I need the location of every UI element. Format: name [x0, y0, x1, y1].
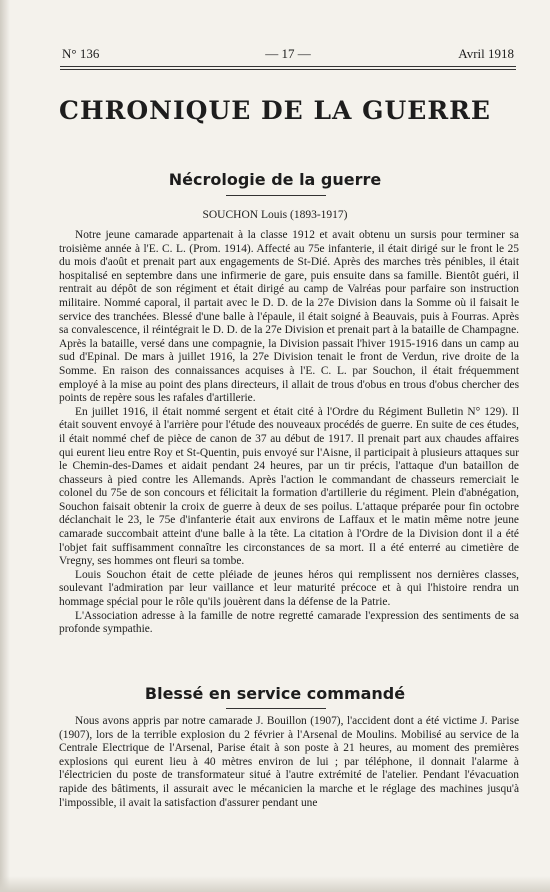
section-title-blesse: Blessé en service commandé	[144, 684, 406, 703]
paragraph: Nous avons appris par notre camarade J. Bouillon (1907), l'accident dont a été victime J. Parise (1907), lors de la terrible explosion du 2 février à l'Arsenal de Moulins. Mobilisé au service de la Centrale Electrique de l'Arsenal, Parise était à son poste à 21 heures, au moment des premières explosions qui eurent lieu à 40 mètres environ de lui ; par téléphone, il donnait l'alarme à l'électricien du poste de transformateur situé à l'autre extrémité de l'atelier. Pendant l'évacuation rapide des bâtiments, il assurait avec le mécanicien la marche et le réglage des machines jusqu'à l'impossible, il avait la satisfaction d'assurer pendant une	[59, 715, 519, 809]
section-title-necrologie: Nécrologie de la guerre	[168, 170, 382, 189]
page-number: — 17 —	[265, 46, 311, 61]
paragraph: Louis Souchon était de cette pléiade de jeunes héros qui remplissent nos dernières classes, soulevant l'admiration par leur vaillance et leur maturité précoce et à qui l'histoire rendra un hommage spécial pour le rôle qu'ils jouèrent dans la défense de la Patrie.	[59, 568, 519, 609]
section-rule	[226, 708, 326, 709]
paragraph: En juillet 1916, il était nommé sergent et était cité à l'Ordre du Régiment Bulletin N° 129). Il était souvent envoyé à l'arrière pour l'étude des nouveaux procédés de guerre. En suite de ces études, il était nommé chef de pièce de canon de 37 au début de 1917. Il prenait part aux chaudes affaires qui eurent lieu entre Roy et St-Quentin, puis envoyé sur l'Aisne, il participait à plusieurs attaques sur le Chemin-des-Dames et aidait pendant 24 heures, par un tir précis, l'attaque d'un bataillon de chasseurs à pied contre les Allemands. Après l'action le commandant de chasseurs remerciait le colonel du 75e de son concours et félicitait la formation d'artillerie du régiment. Plein d'abnégation, Souchon faisait obtenir la croix de guerre à deux de ses poilus. L'attaque préparée pour fin octobre déclanchait le 23, le 75e d'infanterie était aux environs de Laffaux et le matin même notre jeune camarade succombait atteint d'une balle à la tête. La citation à l'Ordre de la Division dont il a été l'objet fait suffisamment connaître les circonstances de sa mort. Il a été enterré au cimetière de Vregny, ses hommes ont fleuri sa tombe.	[59, 405, 519, 568]
header-rule-bottom	[60, 69, 516, 70]
page-header	[62, 46, 514, 64]
paragraph: Notre jeune camarade appartenait à la classe 1912 et avait obtenu un sursis pour terminer sa troisième année à l'E. C. L. (Prom. 1914). Affecté au 75e infanterie, il était dirigé sur le front le 25 du mois d'août et prenait part aux engagements de St-Dié. Après des marches très pénibles, il était hospitalisé en septembre dans une infirmerie de gare, puis ensuite dans sa famille. Bientôt guéri, il rentrait au dépôt de son régiment et était dirigé au camp de Valréas pour parfaire son instruction militaire. Nommé caporal, il partait avec le D. D. de la 27e Division dans la Somme où il faisait le service des tranchées. Blessé d'une balle à l'épaule, il était soigné à Beauvais, puis à Fourras. Après sa convalescence, il réintégrait le D. D. de la 27e Division et prenait part à la bataille de Champagne. Après la bataille, versé dans une compagnie, la Division passait l'hiver 1915-1916 dans un camp au sud d'Epinal. De mars à juillet 1916, la 27e Division tenait le front de Verdun, rive droite de la Somme. En raison des connaissances acquises à l'E. C. L. par Souchon, il était fréquemment employé à la mise au point des plans directeurs, il allait de trous d'obus en trous d'obus chercher des points de repère sous les rafales d'artillerie.	[59, 229, 519, 405]
page-title: CHRONIQUE DE LA GUERRE	[59, 96, 491, 125]
section-rule	[226, 195, 326, 196]
header-rule-top	[60, 66, 516, 67]
issue-date: Avril 1918	[458, 46, 514, 61]
obituary-text	[59, 229, 519, 641]
injury-report-text	[59, 715, 519, 875]
page-bottom-shadow	[0, 876, 550, 892]
paragraph: L'Association adresse à la famille de notre regretté camarade l'expression des sentiments de sa profonde sympathie.	[59, 609, 519, 636]
page-edge-shadow	[0, 0, 10, 892]
obituary-byline: SOUCHON Louis (1893-1917)	[202, 209, 348, 221]
issue-number: N° 136	[62, 46, 100, 61]
